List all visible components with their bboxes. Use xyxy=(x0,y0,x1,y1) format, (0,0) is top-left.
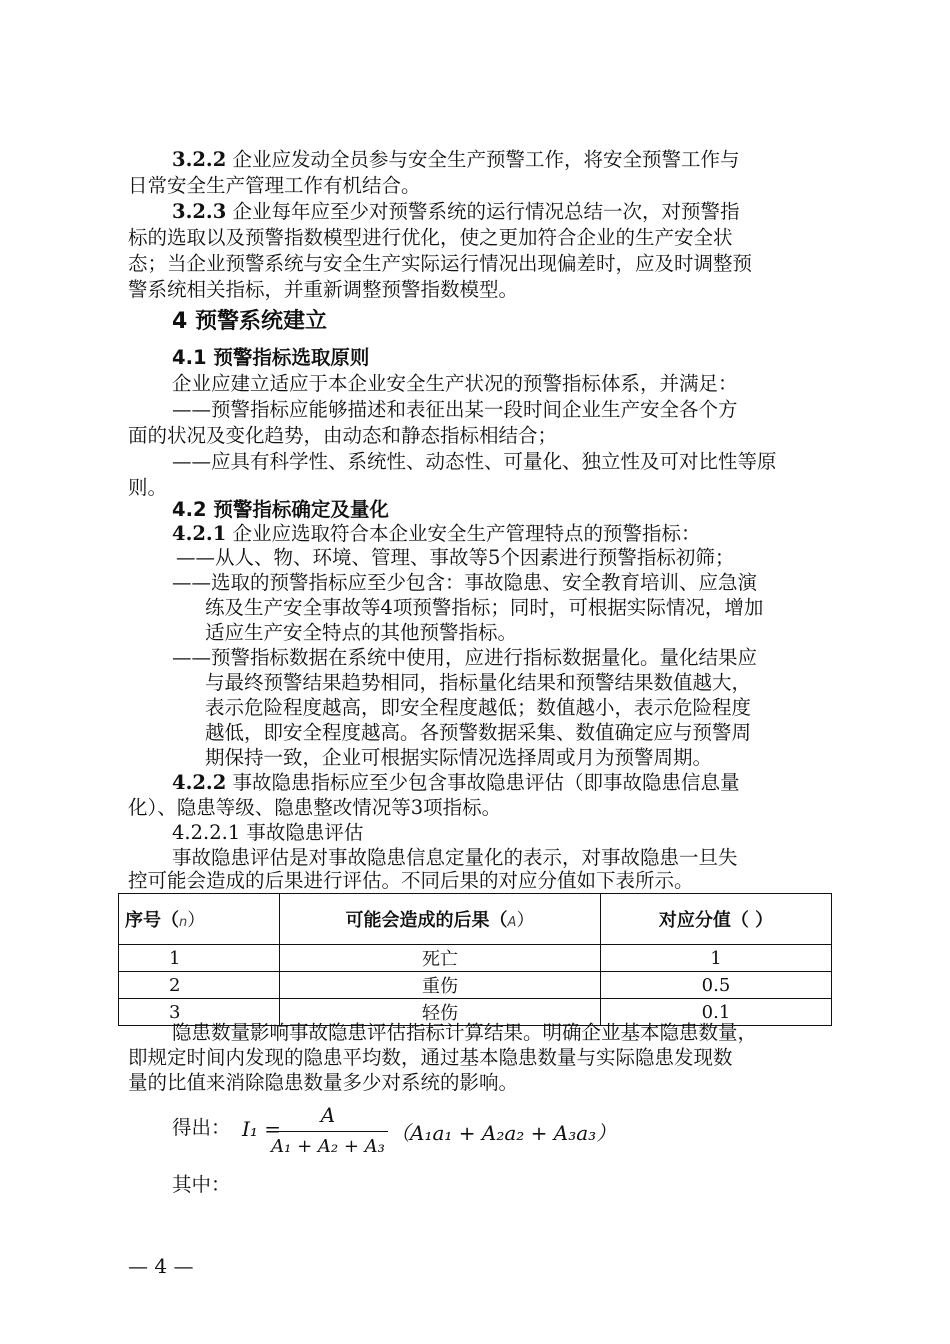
para-4-1-line-4: ——应具有科学性、系统性、动态性、可量化、独立性及可对比性等原 xyxy=(172,450,777,473)
heading-4-2-2-1: 4.2.2.1 事故隐患评估 xyxy=(172,821,364,844)
para-4-2-2-1-line-1: 事故隐患评估是对事故隐患信息定量化的表示，对事故隐患一旦失 xyxy=(172,846,738,869)
consequence-score-table xyxy=(118,893,832,1026)
header-score: 对应分值（ ） xyxy=(601,894,832,945)
heading-4-1: 4.1 预警指标选取原则 xyxy=(172,346,370,369)
para-4-1-line-3: 面的状况及变化趋势，由动态和静态指标相结合； xyxy=(128,424,558,447)
heading-4-2: 4.2 预警指标确定及量化 xyxy=(172,498,389,521)
para-3-2-3-line-1 xyxy=(172,199,740,225)
para-3-2-2-line-1 xyxy=(172,147,740,173)
text: 事故隐患指标应至少包含事故隐患评估（即事故隐患信息量 xyxy=(232,771,740,794)
para-4-2-2-1-line-2: 控可能会造成的后果进行评估。不同后果的对应分值如下表所示。 xyxy=(128,869,694,892)
para-4-1-line-2: ——预警指标应能够描述和表征出某一段时间企业生产安全各个方 xyxy=(172,398,738,421)
formula-lhs: I₁ = xyxy=(242,1117,282,1141)
para-4-1-line-1: 企业应建立适应于本企业安全生产状况的预警指标体系，并满足： xyxy=(172,372,738,395)
para-4-2-1-line-2: ——从人、物、环境、管理、事故等5个因素进行预警指标初筛； xyxy=(176,546,735,569)
header-number: 序号（n） xyxy=(119,894,280,945)
para-3-2-2-line-2: 日常安全生产管理工作有机结合。 xyxy=(128,174,421,197)
cell-number: 2 xyxy=(119,972,280,999)
para-4-2-1-line-9: 越低，即安全程度越高。各预警数据采集、数值确定应与预警周 xyxy=(205,721,752,744)
para-after-table-line-1: 隐患数量影响事故隐患评估指标计算结果。明确企业基本隐患数量， xyxy=(172,1021,758,1044)
para-4-2-2-line-1 xyxy=(172,770,740,796)
table-row xyxy=(119,972,832,999)
formula-lead: 得出： xyxy=(172,1116,231,1139)
clause-number: 3.2.3 xyxy=(172,200,227,223)
clause-number: 4.2.1 xyxy=(172,522,227,545)
para-4-2-1-line-3: ——选取的预警指标应至少包含：事故隐患、安全教育培训、应急演 xyxy=(172,571,758,594)
para-after-table-line-2: 即规定时间内发现的隐患平均数，通过基本隐患数量与实际隐患发现数 xyxy=(128,1046,733,1069)
clause-number: 4.2.2 xyxy=(172,771,227,794)
cell-number: 3 xyxy=(119,999,280,1026)
cell-score: 0.1 xyxy=(601,999,832,1026)
para-4-2-1-line-8: 表示危险程度越高，即安全程度越低；数值越小，表示危险程度 xyxy=(205,696,752,719)
formula-denominator: A₁ + A₂ + A₃ xyxy=(271,1136,385,1157)
heading-4: 4 预警系统建立 xyxy=(172,309,327,334)
para-4-2-1-line-4: 练及生产安全事故等4项预警指标；同时，可根据实际情况，增加 xyxy=(205,596,764,619)
table-row xyxy=(119,945,832,972)
formula-fraction xyxy=(268,1103,388,1157)
para-3-2-3-line-3: 态；当企业预警系统与安全生产实际运行情况出现偏差时，应及时调整预 xyxy=(128,252,753,275)
cell-consequence: 重伤 xyxy=(280,972,601,999)
para-3-2-3-line-4: 警系统相关指标，并重新调整预警指数模型。 xyxy=(128,278,519,301)
para-4-1-line-5: 则。 xyxy=(128,476,168,499)
cell-number: 1 xyxy=(119,945,280,972)
para-4-2-1-line-7: 与最终预警结果趋势相同，指标量化结果和预警结果数值越大， xyxy=(205,671,752,694)
para-4-2-2-line-2: 化）、隐患等级、隐患整改情况等3项指标。 xyxy=(128,796,502,819)
text: 企业应发动全员参与安全生产预警工作，将安全预警工作与 xyxy=(232,148,740,171)
table-header-row xyxy=(119,894,832,945)
cell-score: 1 xyxy=(601,945,832,972)
fraction-bar xyxy=(268,1131,388,1132)
formula-rhs: （A₁a₁ + A₂a₂ + A₃a₃） xyxy=(390,1121,617,1145)
text: 企业每年应至少对预警系统的运行情况总结一次，对预警指 xyxy=(232,200,740,223)
formula-numerator: A xyxy=(320,1103,336,1127)
cell-score: 0.5 xyxy=(601,972,832,999)
clause-number: 3.2.2 xyxy=(172,148,227,171)
cell-consequence: 死亡 xyxy=(280,945,601,972)
cell-consequence: 轻伤 xyxy=(280,999,601,1026)
para-3-2-3-line-2: 标的选取以及预警指数模型进行优化，使之更加符合企业的生产安全状 xyxy=(128,226,733,249)
text: 企业应选取符合本企业安全生产管理特点的预警指标： xyxy=(232,522,701,545)
para-4-2-1-line-1 xyxy=(172,521,701,547)
para-after-table-line-3: 量的比值来消除隐患数量多少对系统的影响。 xyxy=(128,1071,519,1094)
where-label: 其中： xyxy=(172,1173,231,1196)
para-4-2-1-line-10: 期保持一致，企业可根据实际情况选择周或月为预警周期。 xyxy=(205,746,713,769)
page-number: — 4 — xyxy=(128,1254,194,1278)
para-4-2-1-line-5: 适应生产安全特点的其他预警指标。 xyxy=(205,621,518,644)
header-consequence: 可能会造成的后果（A） xyxy=(280,894,601,945)
para-4-2-1-line-6: ——预警指标数据在系统中使用，应进行指标数据量化。量化结果应 xyxy=(172,646,758,669)
